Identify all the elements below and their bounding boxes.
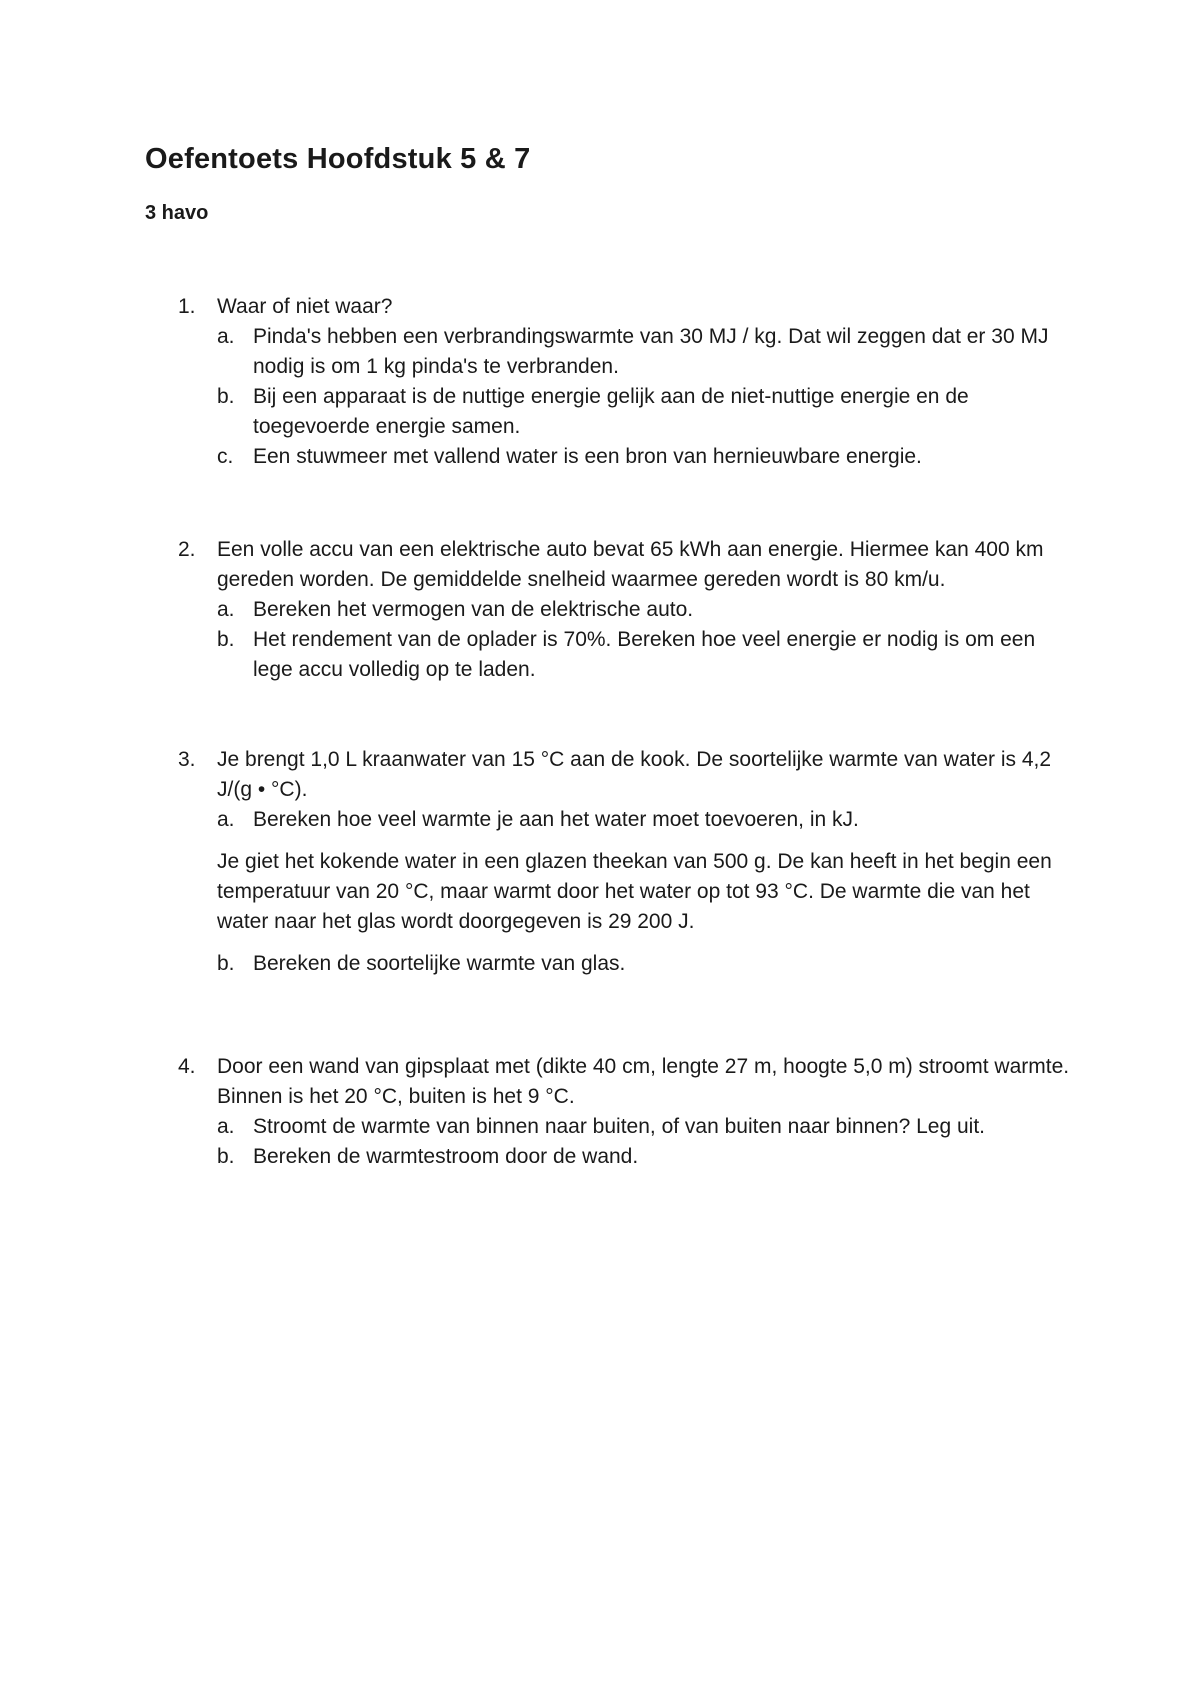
sub-question-letter: a. bbox=[217, 808, 235, 831]
page-title: Oefentoets Hoofdstuk 5 & 7 bbox=[145, 143, 531, 175]
question-number: 3. bbox=[178, 748, 196, 771]
sub-question bbox=[217, 625, 1078, 685]
question-number: 2. bbox=[178, 538, 196, 561]
sub-question-letter: a. bbox=[217, 598, 235, 621]
sub-question-text: Bereken de soortelijke warmte van glas. bbox=[253, 952, 626, 975]
sub-question-text: Een stuwmeer met vallend water is een bron van hernieuwbare energie. bbox=[253, 445, 922, 468]
sub-question bbox=[217, 442, 1078, 472]
sub-question-letter: c. bbox=[217, 445, 234, 468]
sub-question-letter: b. bbox=[217, 952, 235, 975]
question-text: Een volle accu van een elektrische auto bevat 65 kWh aan energie. Hiermee kan 400 km gereden worden. De gemiddelde snelheid waarmee gereden wordt is 80 km/u. bbox=[217, 538, 1044, 591]
sub-question bbox=[217, 595, 1078, 625]
sub-question-letter: b. bbox=[217, 385, 235, 408]
question-text: Waar of niet waar? bbox=[217, 295, 393, 318]
question-context-paragraph: Je giet het kokende water in een glazen theekan van 500 g. De kan heeft in het begin een temperatuur van 20 °C, maar warmt door het water op tot 93 °C. De warmte die van het water naar het glas wordt doorgegeven is 29 200 J. bbox=[217, 850, 1052, 933]
sub-question-text: Stroomt de warmte van binnen naar buiten, of van buiten naar binnen? Leg uit. bbox=[253, 1115, 985, 1138]
question-1 bbox=[178, 292, 1078, 472]
question-number: 1. bbox=[178, 295, 196, 318]
sub-question-text: Pinda's hebben een verbrandingswarmte van 30 MJ / kg. Dat wil zeggen dat er 30 MJ nodig is om 1 kg pinda's te verbranden. bbox=[253, 325, 1049, 378]
question-2 bbox=[178, 535, 1078, 685]
sub-question bbox=[217, 949, 1078, 979]
sub-question bbox=[217, 382, 1078, 442]
question-text: Je brengt 1,0 L kraanwater van 15 °C aan de kook. De soortelijke warmte van water is 4,2 J/(g • °C). bbox=[217, 748, 1052, 801]
sub-question bbox=[217, 322, 1078, 382]
sub-question-text: Bereken de warmtestroom door de wand. bbox=[253, 1145, 639, 1168]
question-number: 4. bbox=[178, 1055, 196, 1078]
sub-question-text: Bereken het vermogen van de elektrische auto. bbox=[253, 598, 694, 621]
sub-question-letter: b. bbox=[217, 628, 235, 651]
sub-question-text: Bereken hoe veel warmte je aan het water moet toevoeren, in kJ. bbox=[253, 808, 859, 831]
sub-question bbox=[217, 1112, 1078, 1142]
sub-question-text: Bij een apparaat is de nuttige energie gelijk aan de niet-nuttige energie en de toegevoerde energie samen. bbox=[253, 385, 969, 438]
sub-question-text: Het rendement van de oplader is 70%. Bereken hoe veel energie er nodig is om een lege accu volledig op te laden. bbox=[253, 628, 1036, 681]
sub-question-letter: b. bbox=[217, 1145, 235, 1168]
question-3 bbox=[178, 745, 1078, 979]
question-4 bbox=[178, 1052, 1078, 1172]
sub-question-letter: a. bbox=[217, 1115, 235, 1138]
sub-question bbox=[217, 805, 1078, 835]
question-text: Door een wand van gipsplaat met (dikte 40 cm, lengte 27 m, hoogte 5,0 m) stroomt warmte. Binnen is het 20 °C, buiten is het 9 °C. bbox=[217, 1055, 1070, 1108]
sub-question bbox=[217, 1142, 1078, 1172]
page-subtitle: 3 havo bbox=[145, 202, 209, 224]
sub-question-letter: a. bbox=[217, 325, 235, 348]
